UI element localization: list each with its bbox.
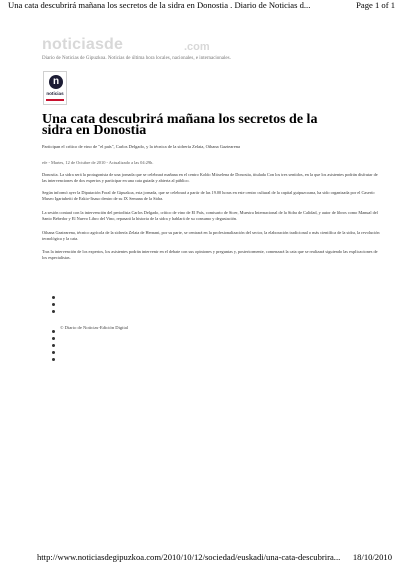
print-header <box>0 0 400 12</box>
bullet-icon <box>52 344 55 347</box>
badge-stripe <box>46 99 64 101</box>
article-paragraph: Tras la intervención de los expertos, los asistentes podrán intervenir en el debate con sus opiniones y preguntas y, posteriormente, comenzará la cata que se realizará siguiendo las explicaciones de los especialistas. <box>42 249 378 261</box>
headline-line-1: Una cata descubrirá mañana los secretos de la <box>42 112 318 127</box>
print-header-page-number: Page 1 of 1 <box>356 0 395 10</box>
bullet-icon <box>52 296 55 299</box>
badge-word: noticias <box>46 91 64 96</box>
badge-letter: n <box>49 75 63 89</box>
article-lede: Participan el crítico de vino de "el país", Carlos Delgado, y la técnica de la sidrería Zelaia, Oihana Gaztearena <box>42 144 240 149</box>
site-logo[interactable]: noticiasde <box>42 36 124 53</box>
print-header-title: Una cata descubrirá mañana los secretos de la sidra en Donostia . Diario de Noticias d... <box>8 0 311 10</box>
bullet-icon <box>52 330 55 333</box>
site-tagline: Diario de Noticias de Gipuzkoa. Noticias de última hora locales, nacionales, e internacionales. <box>42 56 231 61</box>
print-footer <box>0 552 400 564</box>
empty-link-list <box>52 296 55 317</box>
site-logo-suffix[interactable]: .com <box>184 41 210 53</box>
article-paragraph: La sesión contará con la intervención del periodista Carlos Delgado, crítico de vino de El País, comisario de Sicer, Muestra Internacional de la Sidra de Calidad, y autor de libros como Manual del Santo Bebedor y El Nuevo Libro del Vino, repasará la historia de la sidra y hablará de su consumo y degustación. <box>42 210 378 222</box>
bullet-icon <box>52 303 55 306</box>
bullet-icon <box>52 358 55 361</box>
noticias-badge-icon[interactable] <box>43 71 67 105</box>
print-footer-url: http://www.noticiasdegipuzkoa.com/2010/10/12/sociedad/euskadi/una-cata-descubrira... <box>37 552 341 562</box>
bullet-icon <box>52 351 55 354</box>
article-paragraph: Según informó ayer la Diputación Foral de Gipuzkoa, esta jornada, que se celebrará a partir de las 19.00 horas en este centro cultural de la capital guipuzcoana, ha sido organizada por el Caserío Museo Igartubeiti de Ezkio-Itsaso dentro de su IX Semana de la Sidra. <box>42 190 375 202</box>
article-headline <box>42 114 387 136</box>
bullet-icon <box>52 310 55 313</box>
article-paragraph: Oihana Gaztearena, técnico agrícola de la sidrería Zelaia de Hernani, por su parte, se centrará en la profesionalización del sector, la elaboración tradicional o más científica de la sidra, la revolución tecnológica y la cata. <box>42 230 380 242</box>
copyright-text: © Diario de Noticias-Edición Digital <box>60 325 129 330</box>
article-meta: efe - Martes, 12 de Octubre de 2010 - Actualizado a las 04:29h. <box>42 160 154 165</box>
print-footer-date: 18/10/2010 <box>352 552 392 562</box>
article-paragraph: Donostia. La sidra será la protagonista de una jornada que se celebrará mañana en el centro Koldo Mitxelena de Donostia, titulada Con los tres sentidos, en la que los asistentes podrán disfrutar de las intervenciones de dos expertos y participar en una cata guiada y abierta al público. <box>42 172 378 184</box>
bullet-icon <box>52 337 55 340</box>
headline-line-2: sidra en Donostia <box>42 123 147 138</box>
empty-footer-list <box>52 330 55 365</box>
